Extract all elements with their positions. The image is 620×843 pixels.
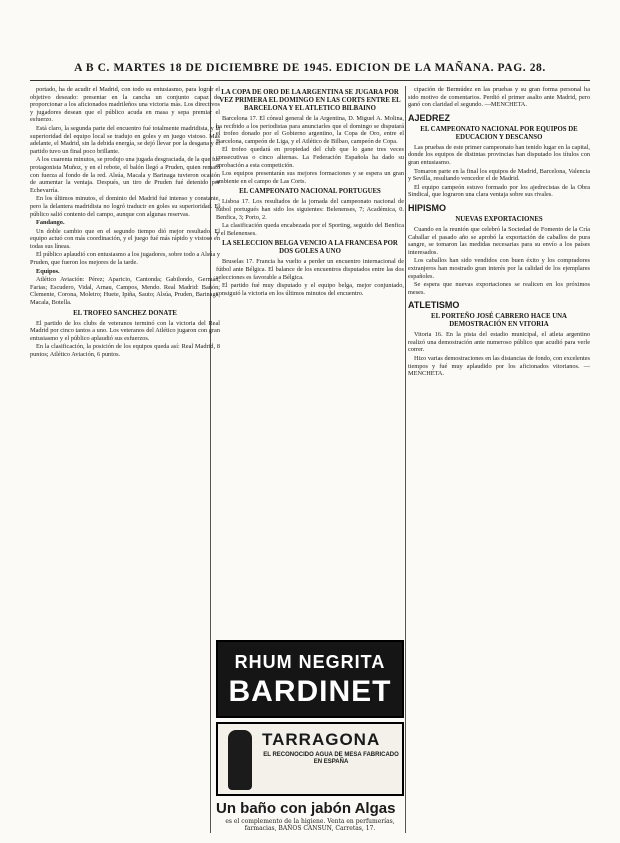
article-paragraph: El público aplaudió con entusiasmo a los jugadores, sobre todo a Alsúa y Pruden, que fueron los mejores de la tarde. xyxy=(30,251,220,267)
column-3 xyxy=(408,86,590,835)
article-title: EL CAMPEONATO NACIONAL PORTUGUES xyxy=(239,188,381,196)
article-title: NUEVAS EXPORTACIONES xyxy=(455,215,543,223)
article-paragraph: En los últimos minutos, el dominio del Madrid fué intenso y constante, pero la delantera madridista no logró traducir en goles su superioridad. El público salió contento del campo, aunque con algunas reservas. xyxy=(30,195,220,218)
ad-subtitle: es el complemento de la higiene. Venta en perfumerías, farmacias, BAÑOS CANSUN, Carretas, 17. xyxy=(225,818,395,832)
article-paragraph: El equipo campeón estuvo formado por los ajedrecistas de la Obra Sindical, que lograron una clara ventaja sobre sus rivales. xyxy=(408,183,590,199)
advertisement-soap xyxy=(216,800,404,832)
column-1 xyxy=(30,86,220,835)
article-paragraph: La clasificación queda encabezada por el Sporting, seguido del Benfica y el Belenenses. xyxy=(216,222,404,237)
article-paragraph: Vitoria 16. En la pista del estadio municipal, el atleta argentino realizó una demostración ante numeroso público que acudió para verle correr. xyxy=(408,331,590,354)
article-paragraph: El trofeo quedará en propiedad del club que lo gane tres veces consecutivas o cinco alternas. La Federación Española ha dado su aprobación a esta competición. xyxy=(216,146,404,169)
ad-brand: BARDINET xyxy=(228,675,392,708)
article-paragraph: Barcelona 17. El cónsul general de la Argentina, D. Miguel A. Molina, ha recibido a los periodistas para anunciarles que el domingo se disputará el trofeo donado por el Gobierno argentino, la Copa de Oro, entre el Barcelona, campeón de Liga, y el Atlético de Bilbao, campeón de Copa. xyxy=(216,115,404,145)
bottle-icon xyxy=(228,730,252,790)
ad-brand: TARRAGONA xyxy=(262,730,381,749)
section-heading: HIPISMO xyxy=(408,202,447,213)
page-header: A B C. MARTES 18 DE DICIEMBRE DE 1945. EDICION DE LA MAÑANA. PAG. 28. xyxy=(74,62,546,74)
article-paragraph: En la clasificación, la posición de los equipos queda así: Real Madrid, 8 puntos; Atlético Aviación, 6 puntos. xyxy=(30,343,220,358)
article-title: EL TROFEO SANCHEZ DONATE xyxy=(73,309,177,317)
article-paragraph: El partido fué muy disputado y el equipo belga, mejor conjuntado, consiguió la victoria en los últimos minutos del encuentro. xyxy=(216,282,404,297)
section-heading: ATLETISMO xyxy=(408,300,460,311)
article-paragraph: El partido de los clubs de veteranos terminó con la victoria del Real Madrid por cinco tantos a uno. Los veteranos del Atlético jugaron con gran entusiasmo y el público aplaudió sus esfuerzos. xyxy=(30,319,220,342)
advertisement-tarragona xyxy=(216,722,404,796)
article-paragraph: Lisboa 17. Los resultados de la jornada del campeonato nacional de fútbol portugués han sido los siguientes: Belenenses, 7; Académica, 0. Benfica, 3; Porto, 2. xyxy=(216,198,404,221)
article-title: LA SELECCION BELGA VENCIO A LA FRANCESA POR DOS GOLES A UNO xyxy=(222,240,398,256)
header-rule xyxy=(30,80,590,81)
article-paragraph: Tomaron parte en la final los equipos de Madrid, Barcelona, Valencia y Sevilla, resultando vencedor el de Madrid. xyxy=(408,167,590,183)
article-paragraph: Hizo varias demostraciones en las distancias de fondo, con excelentes tiempos y fué muy aplaudido por los aficionados vitorianos. —MENCHETA. xyxy=(408,355,590,378)
article-paragraph: Un doble cambio que en el segundo tiempo dió mejor resultado. El equipo actuó con más coordinación, y el juego fué más rápido y vistoso en todas sus líneas. xyxy=(30,227,220,250)
article-paragraph: A los cuarenta minutos, se produjo una jugada desgraciada, de la que fué protagonista Muñoz, y en el rebote, el balón llegó a Pruden, quien remató con fuerza al fondo de la red. Alsúa, Macala y Barinaga tuvieron ocasión de aumentar la ventaja. Después, un tiro de Pruden fué detenido por Echevarría. xyxy=(30,156,220,194)
section-heading: AJEDREZ xyxy=(408,112,451,123)
article-title: EL PORTEÑO JOSÉ CABRERO HACE UNA DEMOSTRACIÓN EN VITORIA xyxy=(431,313,567,329)
article-title: EL CAMPEONATO NACIONAL POR EQUIPOS DE EDUCACION Y DESCANSO xyxy=(420,125,578,141)
article-paragraph: Los caballos han sido vendidos con buen éxito y los compradores extranjeros han mostrado gran interés por la calidad de los ejemplares españoles. xyxy=(408,257,590,280)
article-paragraph: portado, ha de acudir el Madrid, con todo su entusiasmo, para lograr el objetivo deseado: presentar en la cancha un conjunto capaz de proporcionar a los aficionados madrileños una victoria más. Los directivos y jugadores desean que el público acuda en masa y sepa premiar el esfuerzo. xyxy=(30,86,220,124)
lineup-text: Atlético Aviación: Pérez; Aparicio, Cantonda; Gabilondo, Germán, Farias; Escudero, Vidal, Arnau, Campos, Mendo. Real Madrid: Bañón; Clemente, Corona, Moleiro; Huete, Ipiña, Sauto; Alsúa, Pruden, Barinaga, Macala, Botella. xyxy=(30,276,220,307)
ad-headline: Un baño con jabón Algas xyxy=(216,800,396,817)
article-subheading: Fandango. xyxy=(36,219,65,227)
ad-subtitle: EL RECONOCIDO AGUA DE MESA FABRICADO EN ESPAÑA xyxy=(263,752,399,765)
article-paragraph: Las pruebas de este primer campeonato han tenido lugar en la capital, donde los equipos de distintas provincias han disputado los títulos con gran entusiasmo. xyxy=(408,143,590,166)
article-paragraph: Se espera que nuevas exportaciones se realicen en los próximos meses. xyxy=(408,281,590,296)
column-divider xyxy=(405,86,406,833)
ad-line: RHUM NEGRITA xyxy=(234,652,386,672)
article-paragraph: Está claro, la segunda parte del encuentro fué totalmente madridista, y la superioridad del equipo local se tradujo en goles y en juego vistoso. Más adelante, el Madrid, sin la debida energía, se dejó llevar por la desgana y el partido tuvo un final poco brillante. xyxy=(30,124,220,155)
advertisement-rhum xyxy=(216,640,404,718)
article-title: LA COPA DE ORO DE LA ARGENTINA SE JUGARA POR VEZ PRIMERA EL DOMINGO EN LAS CORTS ENTRE EL BARCELONA Y EL ATLETICO BILBAINO xyxy=(219,89,401,112)
article-paragraph: Bruselas 17. Francia ha vuelto a perder un encuentro internacional de fútbol ante Bélgica. El balance de los encuentros disputados entre las dos selecciones es favorable a Bélgica. xyxy=(216,258,404,281)
article-paragraph: cipación de Bermúdez en las pruebas y su gran forma personal ha sido motivo de comentarios. Perdió el primer asalto ante Madrid, pero ganó con claridad el segundo. —MENCHETA. xyxy=(408,86,590,109)
article-paragraph: Los equipos presentarán sus mejores formaciones y se espera un gran ambiente en el campo de Las Corts. xyxy=(216,170,404,185)
article-paragraph: Cuando en la reunión que celebró la Sociedad de Fomento de la Cría Caballar el pasado año se aprobó la exportación de caballos de pura sangre, se tomaron las medidas necesarias para su envío a los países interesados. xyxy=(408,225,590,256)
lineup-heading: Equipos. xyxy=(36,267,60,275)
column-2 xyxy=(216,86,404,633)
